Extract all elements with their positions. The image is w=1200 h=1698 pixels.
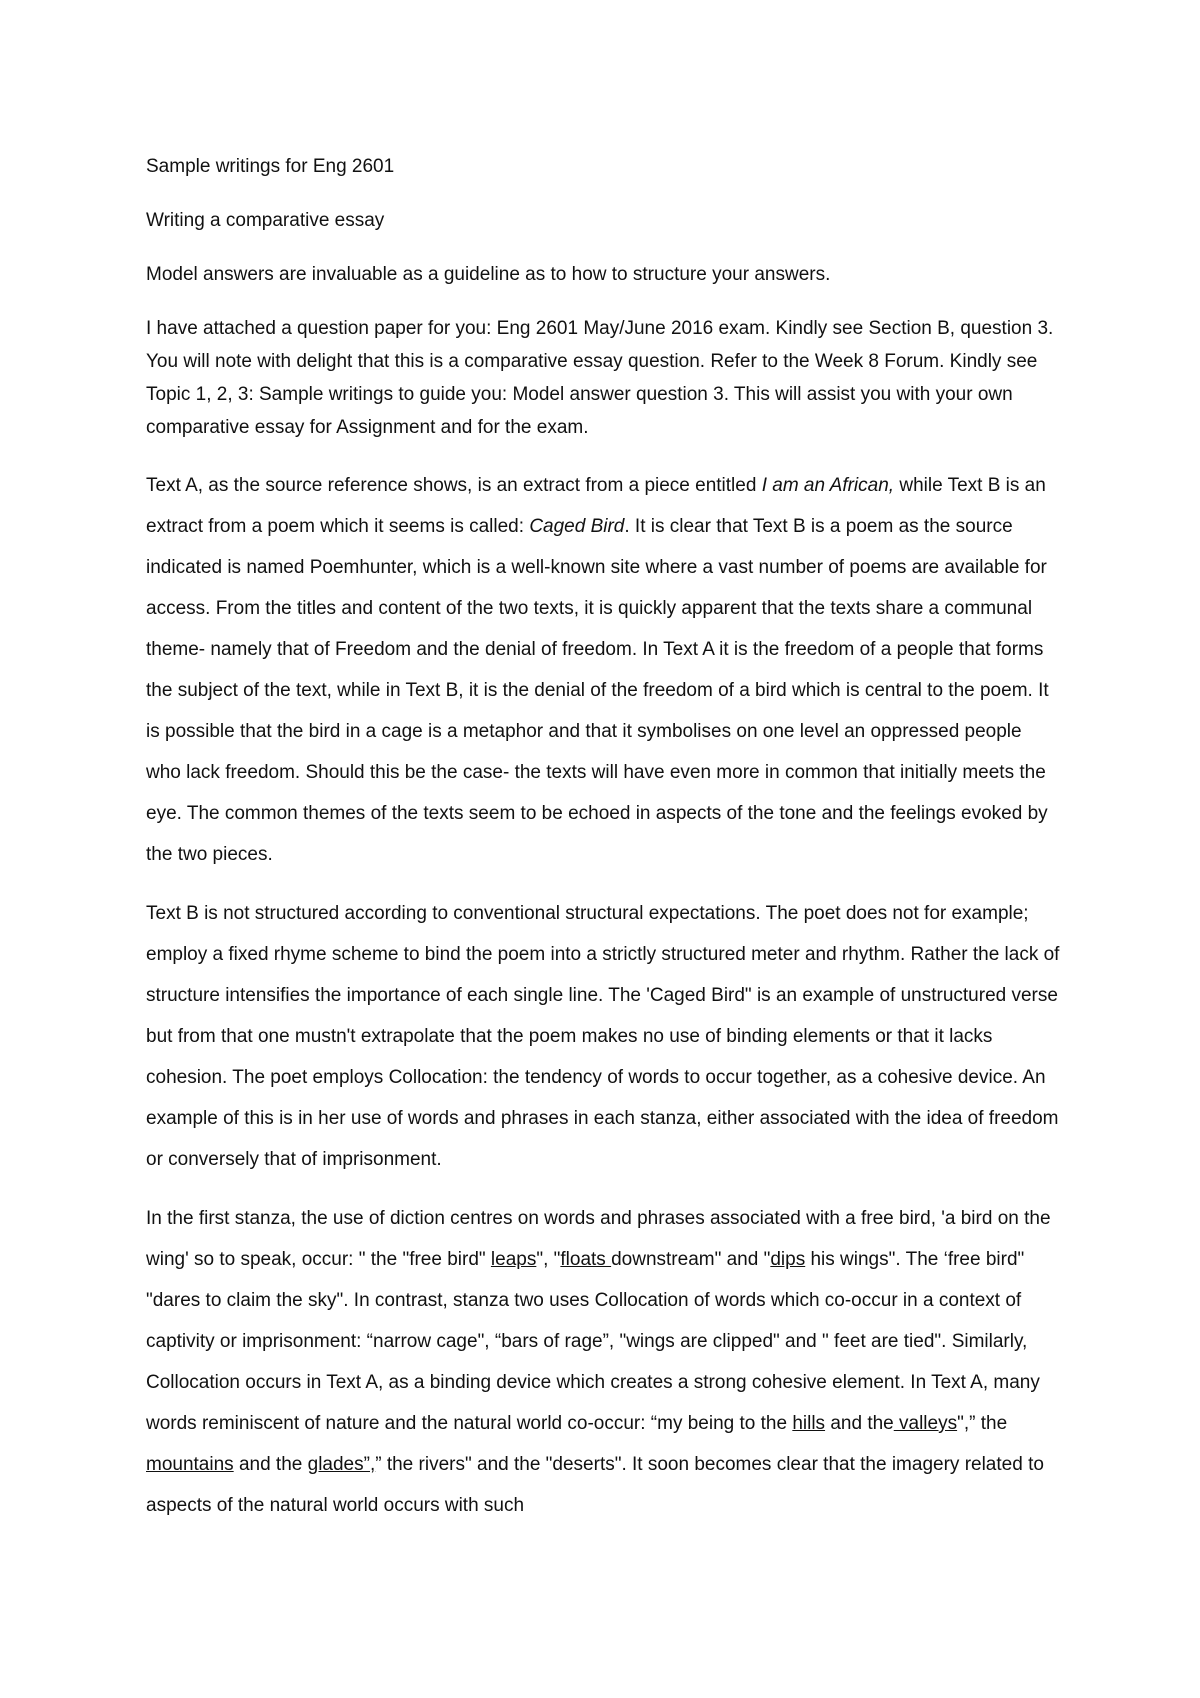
essay-paragraph-2: Text B is not structured according to conventional structural expectations. The poet does not for example; employ a fixed rhyme scheme to bind the poem into a strictly structured meter and rhythm. Rather the lack of structure intensifies the importance of each single line. The 'Caged Bird" is an example of unstructured verse but from that one mustn't extrapolate that the poem makes no use of binding elements or that it lacks cohesion. The poet employs Collocation: the tendency of words to occur together, as a cohesive device. An example of this is in her use of words and phrases in each stanza, either associated with the idea of freedom or conversely that of imprisonment. (146, 903, 1060, 1170)
essay-paragraph-1 (146, 465, 1061, 875)
intro-paragraph: Model answers are invaluable as a guideline as to how to structure your answers. (146, 264, 831, 285)
p3-text-h: ” the rivers" and the "deserts". It soon becomes clear that the imagery related to aspects of the natural world occurs with such (146, 1454, 1044, 1516)
document-title: Sample writings for Eng 2601 (146, 156, 395, 177)
p3-text-a: In the first stanza, the use of diction centres on words and phrases associated with a free bird, 'a bird on the wing' so to speak, occur: " the "free bird" (146, 1208, 1051, 1270)
underlined-mountains: mountains (146, 1454, 234, 1475)
essay-paragraph-3 (146, 1198, 1061, 1526)
text-b-title: Caged Bird (529, 516, 625, 537)
underlined-leaps: leaps (490, 1249, 537, 1270)
p3-text-b: ", " (536, 1249, 561, 1270)
text-a-title: I am an African, (761, 475, 895, 496)
p3-text-d: his wings". The ‘free bird" "dares to claim the sky". In contrast, stanza two uses Collocation of words which co-occur in a context of captivity or imprisonment: “narrow cage", “bars of rage”, "wings are clipped" and " feet are tied". Similarly, Collocation occurs in Text A, as a binding device which creates a strong cohesive element. In Text A, many words reminiscent of nature and the natural world co-occur: “my being to the (146, 1249, 1040, 1434)
underlined-floats: floats (560, 1249, 612, 1270)
underlined-hills: hills (792, 1413, 826, 1434)
p3-text-g: and the (233, 1454, 308, 1475)
p1-text-3: . It is clear that Text B is a poem as the source indicated is named Poemhunter, which is a well-known site where a vast number of poems are available for access. From the titles and content of the two texts, it is quickly apparent that the texts share a communal theme- namely that of Freedom and the denial of freedom. In Text A it is the freedom of a people that forms the subject of the text, while in Text B, it is the denial of the freedom of a bird which is central to the poem. It is possible that the bird in a cage is a metaphor and that it symbolises on one level an oppressed people who lack freedom. Should this be the case- the texts will have even more in common that initially meets the eye. The common themes of the texts seem to be echoed in aspects of the tone and the feelings evoked by the two pieces. (146, 516, 1049, 865)
document-body (146, 150, 1061, 1544)
p1-text-1: Text A, as the source reference shows, is an extract from a piece entitled (146, 475, 762, 496)
underlined-glades: glades”, (307, 1454, 376, 1475)
p3-text-e: and the (825, 1413, 894, 1434)
underlined-valleys: valleys (893, 1413, 958, 1434)
p3-text-f: ",” the (957, 1413, 1008, 1434)
document-subtitle: Writing a comparative essay (146, 210, 385, 231)
p1-text-2: while Text B is an extract from a poem which it seems is called: (146, 475, 1046, 537)
p3-text-c: downstream" and " (611, 1249, 771, 1270)
instructions-paragraph: I have attached a question paper for you: Eng 2601 May/June 2016 exam. Kindly see Section B, question 3. You will note with delight that this is a comparative essay question. Refer to the Week 8 Forum. Kindly see Topic 1, 2, 3: Sample writings to guide you: Model answer question 3. This will assist you with your own comparative essay for Assignment and for the exam. (146, 318, 1054, 438)
underlined-dips: dips (770, 1249, 806, 1270)
